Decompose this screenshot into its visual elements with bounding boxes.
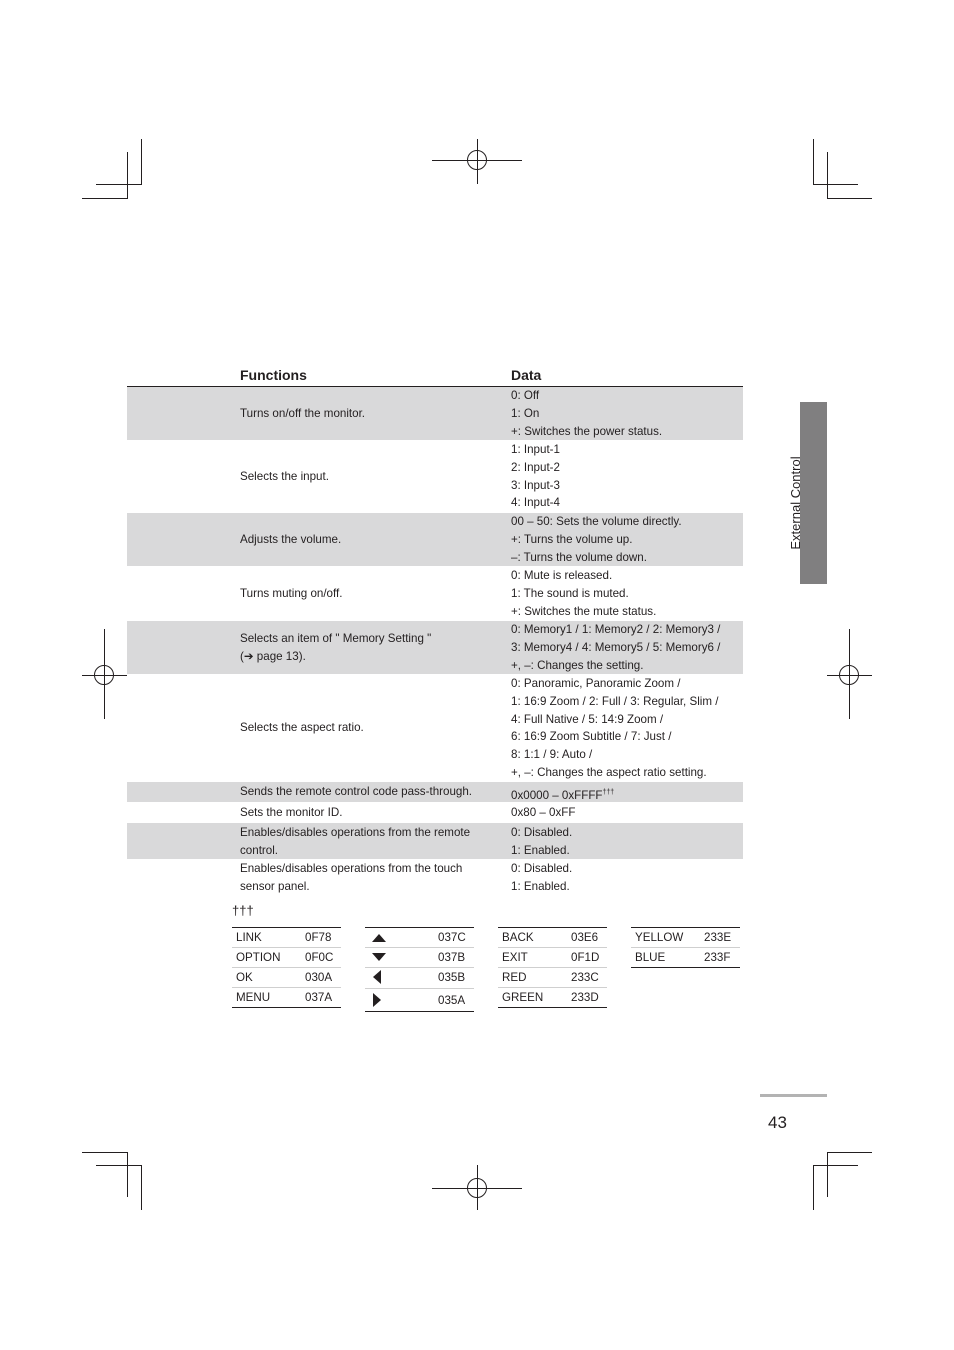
table-row xyxy=(127,387,743,440)
data-line: +: Turns the volume up. xyxy=(511,532,633,546)
arrow-up-icon xyxy=(369,928,389,947)
code-table-4 xyxy=(631,927,740,968)
table-row xyxy=(127,823,743,859)
function-line: (➔ page 13). xyxy=(240,649,306,663)
data-line: 0: Panoramic, Panoramic Zoom / xyxy=(511,677,681,690)
code-value: 233E xyxy=(704,931,732,944)
data-line: 0: Mute is released. xyxy=(511,569,613,582)
code-key: LINK xyxy=(236,931,262,944)
data-line: 0: Memory1 / 1: Memory2 / 2: Memory3 / xyxy=(511,623,721,636)
data-line: 0: Disabled. xyxy=(511,826,573,839)
function-cell xyxy=(240,860,500,895)
code-value: 030A xyxy=(305,971,333,984)
code-row xyxy=(365,947,474,967)
code-row xyxy=(232,987,341,1007)
function-line: Enables/disables operations from the touch xyxy=(240,862,463,875)
data-line: 8: 1:1 / 9: Auto / xyxy=(511,748,593,762)
data-line: 1: Enabled. xyxy=(511,879,570,893)
data-cell xyxy=(511,567,656,620)
data-cell xyxy=(511,860,572,896)
function-cell: Selects the aspect ratio. xyxy=(240,721,364,734)
arrow-left-icon xyxy=(369,968,389,987)
data-line: 0x80 – 0xFF xyxy=(511,806,576,819)
code-value: 233C xyxy=(571,971,599,984)
data-line: +: Switches the mute status. xyxy=(511,604,657,618)
code-value: 037B xyxy=(438,951,466,964)
data-line: 4: Input-4 xyxy=(511,496,560,510)
function-line: control. xyxy=(240,843,279,857)
table-row xyxy=(127,674,743,782)
code-row xyxy=(232,947,341,967)
code-value: 0F1D xyxy=(571,951,600,964)
function-cell: Adjusts the volume. xyxy=(240,533,342,546)
table-row xyxy=(127,621,743,674)
section-label: External Control xyxy=(788,456,803,550)
code-value: 035B xyxy=(438,971,466,984)
table-row xyxy=(127,782,743,802)
data-line: 6: 16:9 Zoom Subtitle / 7: Just / xyxy=(511,730,672,744)
data-line: 1: 16:9 Zoom / 2: Full / 3: Regular, Slim / xyxy=(511,694,719,708)
data-line: 4: Full Native / 5: 14:9 Zoom / xyxy=(511,712,664,726)
function-cell xyxy=(240,824,500,859)
function-cell: Selects the input. xyxy=(240,470,329,483)
code-row xyxy=(365,988,474,1011)
code-row xyxy=(631,947,740,967)
code-row xyxy=(498,967,607,987)
function-cell: Turns on/off the monitor. xyxy=(240,407,366,420)
section-tab xyxy=(800,402,827,584)
code-row xyxy=(498,987,607,1007)
code-value: 037C xyxy=(438,931,466,944)
registration-circle-icon xyxy=(839,665,859,685)
code-value: 233F xyxy=(704,951,731,964)
code-value: 0F0C xyxy=(305,951,334,964)
code-row xyxy=(232,967,341,987)
arrow-down-icon xyxy=(369,948,389,967)
footnote-mark: ††† xyxy=(232,903,254,918)
data-line: 0x0000 – 0xFFFF xyxy=(511,789,603,802)
code-table-1 xyxy=(232,927,341,1008)
data-line: 3: Memory4 / 4: Memory5 / 5: Memory6 / xyxy=(511,640,721,654)
code-row xyxy=(365,928,474,947)
table-row xyxy=(127,513,743,566)
code-key: BACK xyxy=(502,931,534,944)
data-cell xyxy=(511,441,560,512)
function-line: Enables/disables operations from the remote xyxy=(240,826,471,839)
code-key: OK xyxy=(236,971,253,984)
registration-circle-icon xyxy=(467,150,487,170)
data-line: +, –: Changes the aspect ratio setting. xyxy=(511,765,707,779)
data-cell xyxy=(511,824,572,860)
data-cell xyxy=(511,804,575,822)
table-row xyxy=(127,859,743,897)
data-line: 2: Input-2 xyxy=(511,460,560,474)
data-line: 0: Off xyxy=(511,389,540,402)
code-row xyxy=(365,967,474,988)
arrow-right-icon xyxy=(369,989,389,1011)
column-header-data: Data xyxy=(511,367,542,383)
function-line: Selects an item of " Memory Setting " xyxy=(240,632,432,645)
code-key: EXIT xyxy=(502,951,528,964)
data-line: +: Switches the power status. xyxy=(511,424,663,438)
data-cell xyxy=(511,513,682,566)
function-cell: Sets the monitor ID. xyxy=(240,806,343,819)
function-cell: Turns muting on/off. xyxy=(240,587,343,600)
code-key: GREEN xyxy=(502,991,544,1004)
data-cell xyxy=(511,675,719,782)
data-line: 00 – 50: Sets the volume directly. xyxy=(511,515,682,528)
column-header-functions: Functions xyxy=(240,367,307,383)
data-line: +, –: Changes the setting. xyxy=(511,658,644,672)
code-key: YELLOW xyxy=(635,931,684,944)
data-line: 1: The sound is muted. xyxy=(511,586,629,600)
code-row xyxy=(498,928,607,947)
footnote-marker: ††† xyxy=(602,789,615,796)
table-row xyxy=(127,566,743,621)
code-row xyxy=(498,947,607,967)
data-line: –: Turns the volume down. xyxy=(511,550,647,564)
code-value: 0F78 xyxy=(305,931,332,944)
function-line: sensor panel. xyxy=(240,879,310,893)
code-key: RED xyxy=(502,971,527,984)
code-table-3 xyxy=(498,927,607,1008)
function-cell: Sends the remote control code pass-through. xyxy=(240,785,473,798)
data-line: 0: Disabled. xyxy=(511,862,573,875)
table-row xyxy=(127,440,743,513)
registration-circle-icon xyxy=(94,665,114,685)
data-line: 3: Input-3 xyxy=(511,478,560,492)
code-value: 037A xyxy=(305,991,333,1004)
data-line: 1: Input-1 xyxy=(511,443,560,456)
data-line: 1: On xyxy=(511,406,540,420)
code-value: 03E6 xyxy=(571,931,599,944)
code-key: MENU xyxy=(236,991,271,1004)
page-number: 43 xyxy=(768,1113,787,1132)
page-number-rule xyxy=(760,1094,827,1097)
code-row xyxy=(631,928,740,947)
code-table-2 xyxy=(365,927,474,1012)
registration-circle-icon xyxy=(467,1178,487,1198)
data-cell xyxy=(511,387,662,440)
data-cell xyxy=(511,621,720,674)
table-row xyxy=(127,802,743,823)
code-value: 035A xyxy=(438,994,466,1007)
code-row xyxy=(232,928,341,947)
function-cell xyxy=(240,630,498,665)
code-key: BLUE xyxy=(635,951,666,964)
data-line: 1: Enabled. xyxy=(511,843,570,857)
code-key: OPTION xyxy=(236,951,281,964)
code-value: 233D xyxy=(571,991,599,1004)
